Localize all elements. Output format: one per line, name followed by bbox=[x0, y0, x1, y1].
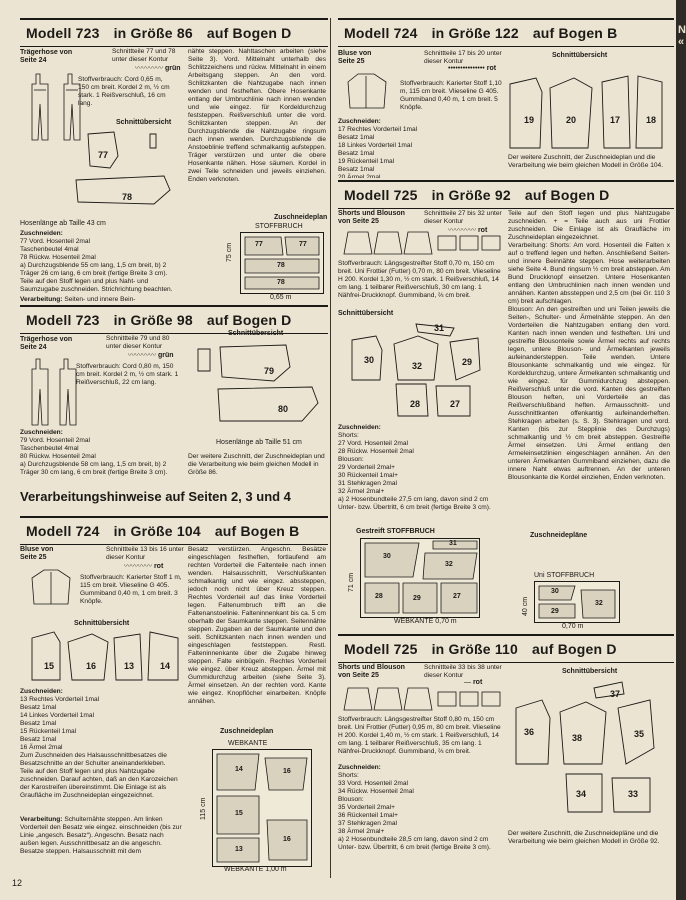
work-instructions-cont: nähte steppen. Nahttaschen arbeiten (siehe Seite 3). Vord. Mittelnaht unterhalb des Schlitzzeichens und rückw. Mittelnaht in einem Arbeitsgang steppen. An den vord. Schlitzkanten die Nahtzugabe nach innen wenden und festheften. Obere Hosenkante entlang der Umbruchlinie nach innen wenden und wie eingez. für Kordeldurchzug feststeppen. Reißverschluß unter die vord. Schlitzkanten steppen. An der Durchzugsblende die Nahtzugabe ringsum nach innen wenden. Durchzugsblende die Anstoeblinie treffend schmalkantig aufsteppen. Träger verstürzen und unter die obere Hosenkante nähen. Hose säumen. Kordel in zwei Teile schneiden und jeweils einziehen. Enden verknoten. bbox=[188, 48, 326, 183]
overview-label: Schnittübersicht bbox=[116, 119, 172, 126]
section-title bbox=[20, 18, 328, 47]
marker-line: 〰〰〰〰 rot bbox=[124, 563, 164, 570]
plan-piece: 27 bbox=[453, 593, 461, 600]
section-title bbox=[20, 516, 328, 545]
marker-color: grün bbox=[164, 65, 181, 72]
section-725-110 bbox=[338, 634, 674, 880]
outfit-illustration bbox=[342, 684, 502, 714]
parts-note: Schnittteile 77 und 78 unter dieser Kontur bbox=[112, 48, 176, 63]
plan-piece: 16 bbox=[283, 768, 291, 775]
cut-instructions: Shorts: 33 Vord. Hosenteil 2mal 34 Rückw. Hosenteil 2mal Blouson: 35 Vorderteil 2mal+ 36 Rückenteil 1mal+ 37 Stehkragen 2mal 38 Ärmel 2mal+ a) 2 Hosenbundteile 28,5 cm lang, davon sind 2 cm Unter- bzw. Übertritt, 6 cm breit (fertige Breite 3 cm). bbox=[338, 772, 491, 851]
cut-heading: Zuschneiden: bbox=[338, 118, 381, 125]
piece-label: 16 bbox=[86, 661, 97, 671]
work-instructions: Seiten- und innere Bein- bbox=[64, 296, 136, 303]
piece-label: 37 bbox=[610, 689, 621, 699]
parts-note: Schnittteile 79 und 80 unter dieser Kontur bbox=[106, 335, 170, 350]
piece-label: 33 bbox=[628, 789, 639, 799]
title-sheet: auf Bogen D bbox=[206, 25, 292, 41]
piece-label: 32 bbox=[412, 361, 423, 371]
cut-heading: Zuschneiden: bbox=[20, 688, 63, 695]
pattern-overview bbox=[70, 128, 200, 210]
plan-piece: 32 bbox=[595, 600, 603, 607]
page-edge bbox=[676, 0, 686, 900]
fabric-usage: Stoffverbrauch: Cord 0,80 m, 150 cm breit. Kordel 2 m, ½ cm stark. 1 Reißverschluß, 22 cm lang. bbox=[76, 363, 179, 386]
parts-note: Schnittteile 33 bis 38 unter dieser Kontur bbox=[424, 664, 502, 679]
work-line bbox=[20, 296, 182, 304]
garment-label: Shorts und Blouson von Seite 25 bbox=[338, 664, 405, 679]
title-sheet: auf Bogen B bbox=[532, 25, 618, 41]
section-725-92 bbox=[338, 180, 674, 632]
work-heading: Verarbeitung: bbox=[20, 296, 63, 303]
cutting-plan-uni bbox=[534, 581, 620, 623]
plan-height: 75 cm bbox=[226, 242, 233, 262]
piece-label: 30 bbox=[364, 355, 375, 365]
plan-piece: 78 bbox=[277, 262, 285, 269]
column-divider bbox=[330, 18, 331, 878]
fabric-usage: Stoffverbrauch: Längsgestreifter Stoff 0,80 m, 150 cm breit. Uni Frottier (Futter) 0,95 m, 80 cm breit. Vlieseline H 200. Kordel 1,40 m, ½ cm stark. 1 Reißverschluß, 14 cm lang. 1 teilbarer Reißverschluß, 35 cm lang. 1 Nähfrei-Druckknopf. Gummiband, ⅔ cm breit. bbox=[338, 716, 501, 755]
cut-instructions: Shorts: 27 Vord. Hosenteil 2mal 28 Rückw. Hosenteil 2mal Blouson: 29 Vorderteil 2mal+ 30 Rückenteil 1mal+ 31 Stehkragen 2mal 32 Ärmel 2mal+ a) 2 Hosenbundteile 27,5 cm lang, davon sind 2 cm Unter- bzw. Übertritt, 6 cm breit (fertige Breite 3 cm). bbox=[338, 432, 491, 511]
selvage-top: WEBKANTE bbox=[228, 740, 268, 747]
reference-note: Der weitere Zuschnitt, der Zuschneideplan und die Verarbeitung wie beim gleichen Modell in Größe 104. bbox=[508, 154, 664, 169]
title-sheet: auf Bogen B bbox=[214, 523, 300, 539]
marker-line: 〰〰〰〰 grün bbox=[128, 352, 174, 359]
garment-label: Trägerhose von Seite 24 bbox=[20, 49, 73, 64]
plan-piece: 31 bbox=[449, 540, 457, 547]
parts-note: Schnittteile 17 bis 20 unter dieser Kontur bbox=[424, 50, 502, 65]
cut-heading: Zuschneiden: bbox=[338, 764, 381, 771]
section-title bbox=[338, 180, 674, 209]
piece-label: 14 bbox=[160, 661, 171, 671]
marker-color: rot bbox=[477, 227, 488, 234]
plan-piece: 29 bbox=[413, 595, 421, 602]
cut-instructions: 13 Rechtes Vorderteil 1mal Besatz 1mal 14 Linkes Vorderteil 1mal Besatz 1mal 15 Rückenteil 1mal Besatz 1mal 16 Ärmel 2mal Zum Zuschneiden des Halsausschnittbesatzes die Besatzschnitte an der Schulter aneinanderkleben. Teile auf den Stoff legen und plus Nahtzugabe zuschneiden. Darauf achten, daß an den Karozeichen der Karostreifen übereinstimmt. Die Einlage ist als Graufläche im Zuschneideplan eingezeichnet. bbox=[20, 696, 178, 799]
title-sheet: auf Bogen D bbox=[532, 641, 617, 657]
plan-piece: 78 bbox=[277, 279, 285, 286]
title-size: in Größe 104 bbox=[113, 523, 201, 539]
cut-heading: Zuschneiden: bbox=[338, 424, 381, 431]
fabric-usage: Stoffverbrauch: Cord 0,65 m, 150 cm breit. Kordel 2 m, ½ cm stark. 1 Reißverschluß, 16 cm lang. bbox=[78, 76, 170, 107]
plan-piece: 28 bbox=[375, 593, 383, 600]
plan-height: 115 cm bbox=[200, 797, 207, 820]
plan-piece: 77 bbox=[255, 241, 263, 248]
plan-width: WEBKANTE 0,70 m bbox=[394, 618, 457, 625]
piece-label: 20 bbox=[566, 115, 577, 125]
fabric-usage: Stoffverbrauch: Karierter Stoff 1 m, 115 cm breit. Vlieseline G 405. Gummiband 0,40 m, 1 cm breit. 3 Knöpfe. bbox=[80, 574, 182, 605]
marker-line: — rot bbox=[464, 679, 483, 686]
marker-line: 〰〰〰〰 rot bbox=[448, 227, 488, 234]
overview-label: Schnittübersicht bbox=[552, 52, 608, 59]
fold-label: STOFFBRUCH bbox=[255, 223, 303, 230]
plan-piece: 30 bbox=[551, 588, 559, 595]
blouse-illustration bbox=[28, 568, 76, 610]
selvage-bottom: WEBKANTE 1,00 m bbox=[224, 866, 287, 873]
title-model: Modell 724 bbox=[26, 523, 100, 539]
overview-label: Schnittübersicht bbox=[74, 620, 130, 627]
plan-piece: 32 bbox=[445, 561, 453, 568]
parts-note: Schnittteile 13 bis 16 unter dieser Kontur bbox=[106, 546, 184, 561]
marker-color: rot bbox=[486, 65, 497, 72]
reference-note: Der weitere Zuschnitt, die Zuschneidepläne und die Verarbeitung wie beim gleichen Modell in Größe 92. bbox=[508, 830, 660, 845]
plan-label: Zuschneideplan bbox=[220, 728, 274, 735]
pattern-overview bbox=[194, 341, 326, 425]
piece-label: 38 bbox=[572, 733, 583, 743]
plan-piece: 30 bbox=[383, 553, 391, 560]
cut-instructions: 17 Rechtes Vorderteil 1mal Besatz 1mal 18 Linkes Vorderteil 1mal Besatz 1mal 19 Rückenteil 1mal Besatz 1mal 20 Ärmel 2mal bbox=[338, 126, 418, 178]
piece-label: 18 bbox=[646, 115, 657, 125]
pattern-overview bbox=[28, 628, 188, 684]
plan2-width: 0,70 m bbox=[562, 623, 584, 630]
piece-label: 17 bbox=[610, 115, 621, 125]
processing-notes-banner: Verarbeitungshinweise auf Seiten 2, 3 und 4 bbox=[20, 489, 291, 504]
marker-color: grün bbox=[157, 352, 174, 359]
plan-pieces bbox=[361, 539, 479, 617]
section-724-104 bbox=[20, 516, 328, 878]
title-size: in Größe 86 bbox=[113, 25, 193, 41]
plan-piece: 77 bbox=[299, 241, 307, 248]
cutting-plan-striped bbox=[360, 538, 480, 618]
title-sheet: auf Bogen D bbox=[524, 187, 610, 203]
piece-label: 77 bbox=[98, 150, 109, 160]
plan-piece: 15 bbox=[235, 810, 243, 817]
plan2-height: 40 cm bbox=[522, 596, 529, 616]
piece-label: 27 bbox=[450, 399, 461, 409]
piece-label: 29 bbox=[462, 357, 473, 367]
cut-instructions: 79 Vord. Hosenteil 2mal Taschenbeutel 4mal 80 Rückw. Hosenteil 2mal a) Durchzugsblende 58 cm lang, 1,5 cm breit, b) 2 Träger 30 cm lang, 6 cm breit (fertige Breite 3 cm). bbox=[20, 437, 168, 476]
piece-label: 19 bbox=[524, 115, 535, 125]
cutting-plan bbox=[212, 749, 312, 867]
title-size: in Größe 110 bbox=[431, 641, 519, 657]
plan-pieces bbox=[535, 582, 619, 622]
fabric-usage: Stoffverbrauch: Längsgestreifter Stoff 0,70 m, 150 cm breit. Uni Frottier (Futter) 0,70 m, 80 cm breit. Vlieseline H 200. Kordel 1,30 m, ½ cm stark. 1 Reißverschluß, 14 cm lang. 1 teilbarer Reißverschluß, 30 cm lang. 1 Nähfrei-Druckknopf. Gummiband, ⅔ cm breit. bbox=[338, 260, 501, 299]
cutting-plan bbox=[240, 223, 324, 294]
title-model: Modell 725 bbox=[344, 187, 418, 203]
title-size: in Größe 92 bbox=[431, 187, 511, 203]
title-size: in Größe 122 bbox=[431, 25, 519, 41]
pattern-overview bbox=[506, 64, 666, 154]
next-page-edge-text: N « bbox=[678, 24, 686, 48]
piece-label: 78 bbox=[122, 192, 133, 202]
pattern-overview bbox=[510, 678, 666, 818]
piece-label: 35 bbox=[634, 729, 645, 739]
marker-line: 〰〰〰〰 grün bbox=[135, 65, 181, 72]
title-model: Modell 725 bbox=[344, 641, 418, 657]
work-line bbox=[20, 816, 184, 866]
cut-heading: Zuschneiden: bbox=[20, 230, 63, 237]
marker-color: rot bbox=[153, 563, 164, 570]
plans-label: Zuschneidepläne bbox=[530, 532, 588, 539]
section-724-122 bbox=[338, 18, 674, 178]
length-note: Hosenlänge ab Taille 43 cm bbox=[20, 220, 106, 227]
piece-label: 36 bbox=[524, 727, 535, 737]
work-instructions-cont: Besatz verstürzen. Angeschn. Besätze eingeschlagen festheften, fortlaufend am rechten Vorderteil die Faltenteile nach innen wenden. Halsausschnitt, Verschlußkanten schmalkantig und wie eingez. abssteppen, jedoch noch nicht über Kreuz steppen. Rechtes Vorderteil auf das linke Vorderteil legen. Faltenumbruch trifft an die Faltenanstoelinie. Falteninnenkant bis ca. 5 cm oberhalb der Saumkante steppen. Seitennähte steppen. Zugaben an der Saumkante und den seitl. Schlitzkanten nach innen wenden und eingeschlagen feststeppen. Restl. Falteninnenkante über die Zugabe hinweg steppen. Falte einbügeln. Rechtes Vorderteil wie eingez. über Kreuz absteppen. Ärmel mit Gummidurchzug arbeiten (siehe Seite 3). Ärmel einsetzen. An der rechten vord. Kante wie eingez. Knopflöcher einarbeiten. Knöpfe annähen. bbox=[188, 546, 326, 705]
plan2-fold: Uni STOFFBRUCH bbox=[534, 572, 595, 579]
garment-label: Trägerhose von Seite 24 bbox=[20, 336, 73, 351]
title-model: Modell 724 bbox=[344, 25, 418, 41]
length-note: Hosenlänge ab Taille 51 cm bbox=[216, 439, 302, 446]
cut-heading: Zuschneiden: bbox=[20, 429, 63, 436]
outfit-illustration bbox=[342, 228, 502, 258]
piece-label: 13 bbox=[124, 661, 135, 671]
parts-note: Schnittteile 27 bis 32 unter dieser Kontur bbox=[424, 210, 502, 225]
piece-label: 28 bbox=[410, 399, 421, 409]
plan-label: Zuschneideplan bbox=[274, 214, 328, 221]
overview-label: Schnittübersicht bbox=[228, 330, 284, 337]
page-number: 12 bbox=[12, 878, 23, 888]
blouse-illustration bbox=[344, 72, 390, 112]
plan-piece: 16 bbox=[283, 836, 291, 843]
piece-label: 80 bbox=[278, 404, 289, 414]
work-instructions: Teile auf den Stoff legen und plus Nahtzugabe zuschneiden. + = Teile auch aus uni Frottier zuschneiden. Die Einlage ist als Graufläche im Zuschneideplan eingezeichnet. Verarbeitung: Shorts: Am vord. Hosenteil die Falten x auf o treffend legen und heften. Anschließend Seiten- und innere Beinnähte steppen. Hose weiterarbeiten siehe Seite 4. Bund ringsum ½ cm breit absteppen. Am Bund Druckknopf einsetzen. Untere Hosenkanten entlang den Umbruchlinien nach innen wenden und annähen. Kanten abssteppen und 2,5 cm (bei Gr. 110 3 cm) breit aufschlagen. Blouson: An den gestreiften und uni Teilen jeweils die Seiten-, Schulter- und Ärmelnähte steppen. An den Vorderteilen die Nahtzugaben entlang den vord. Kanten nach innen wenden und festheften. Uni und gestreifte Blousonteile sowie Ärmel rechts auf rechts legen, untere Blouson- und Ärmelkanten jeweils aufeinandersteppen. Teile wenden. Untere Blousonkante schmalkantig und wie eingez. für Kordeldurchzug, untere Ärmelkanten schmalkantig und wie eingez. für Gummidurchzug absteppen. Reißverschluß unter die vord. Kanten des gestreiften Blouson heften, uni Vorderteile an das Reißverschlußband heften. Armausschnitt- und Ausschnittkanten offenkantig aufeinanderheften. Stehkragen arbeiten (s. S. 3). Stehkragen und vord. Kanten (bis zur Stepplinie des Durchzugs) schmalkantig und ½ cm breit absteppen. Gestreifte Ärmel einsetzen. Uni Ärmel entlang den Armeleinsetzlinien eingeschlagen annähen. An den unteren Ärmelkanten Gummiband einziehen, dazu die innere Naht etwas auftrennen. An der unteren Blousonkante die Kordel einziehen, Enden verknoten. bbox=[508, 210, 670, 481]
piece-label: 31 bbox=[434, 323, 445, 333]
garment-label: Bluse von Seite 25 bbox=[20, 546, 54, 561]
title-model: Modell 723 bbox=[26, 312, 100, 328]
marker-color: rot bbox=[472, 679, 483, 686]
title-sheet: auf Bogen D bbox=[206, 312, 292, 328]
plan-piece: 29 bbox=[551, 608, 559, 615]
piece-label: 15 bbox=[44, 661, 55, 671]
section-title bbox=[338, 18, 674, 47]
marker-line: ••••••••••••••• rot bbox=[448, 65, 497, 72]
cut-instructions: 77 Vord. Hosenteil 2mal Taschenbeutel 4mal 78 Rückw. Hosenteil 2mal a) Durchzugsblende 55 cm lang, 1,5 cm breit, b) 2 Träger 26 cm lang, 6 cm breit (fertige Breite 3 cm). Teile auf den Stoff legen und plus Naht- und Saumzugabe zuschneiden. Strichrichtung beachten. bbox=[20, 238, 173, 293]
plan-label: Gestreift STOFFBRUCH bbox=[356, 528, 435, 535]
garment-label: Bluse von Seite 25 bbox=[338, 50, 372, 65]
piece-label: 34 bbox=[576, 789, 587, 799]
piece-label: 79 bbox=[264, 366, 275, 376]
section-723-98 bbox=[20, 305, 328, 485]
overview-label: Schnittübersicht bbox=[562, 668, 618, 675]
section-723-86 bbox=[20, 18, 328, 303]
work-heading: Verarbeitung: bbox=[20, 816, 63, 823]
work-instructions: Schulternähte steppen. Am linken Vorderteil den Besatz wie eingez. einschneiden (bis zur Linie „angesch. Besatz“). Angeschn. Besatz nach außen legen. Ausschnittbesatz an die angeschn. Besatze steppen. Halsausschnitt mit dem bbox=[20, 816, 182, 855]
plan-piece: 14 bbox=[235, 766, 243, 773]
title-size: in Größe 98 bbox=[113, 312, 193, 328]
overview-label: Schnittübersicht bbox=[338, 310, 394, 317]
plan-height: 71 cm bbox=[348, 572, 355, 592]
pattern-overview bbox=[346, 320, 502, 420]
garment-label: Shorts und Blouson von Seite 25 bbox=[338, 210, 405, 225]
fabric-usage: Stoffverbrauch: Karierter Stoff 1,10 m, 115 cm breit. Vlieseline G 405. Gummiband 0,40 m, 1 cm breit. 5 Knöpfe. bbox=[400, 80, 502, 111]
section-title bbox=[338, 634, 674, 663]
plan-width: 0,65 m bbox=[270, 294, 292, 301]
plan-piece: 13 bbox=[235, 846, 243, 853]
reference-note: Der weitere Zuschnitt, der Zuschneideplan und die Verarbeitung wie beim gleichen Modell in Größe 86. bbox=[188, 453, 325, 476]
plan-pieces bbox=[213, 750, 311, 866]
title-model: Modell 723 bbox=[26, 25, 100, 41]
